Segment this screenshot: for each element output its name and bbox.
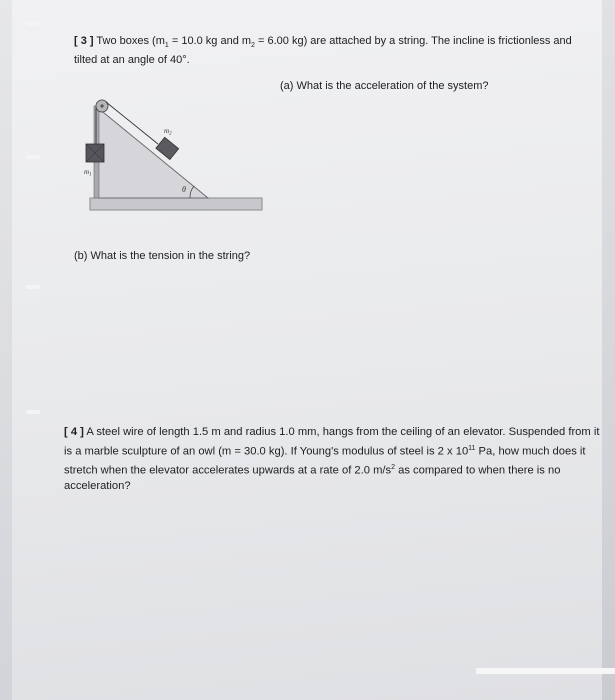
problem-3-number: [ 3 ]	[74, 35, 94, 47]
pulley-axle	[100, 104, 103, 107]
problem-3-part-b: (b) What is the tension in the string?	[74, 250, 251, 262]
box-m2	[156, 137, 179, 159]
problem-4-statement	[64, 425, 604, 494]
m2-subscript: 2	[251, 42, 255, 50]
incline-wedge	[98, 108, 208, 198]
worksheet-page	[12, 0, 602, 700]
problem-4-text-1: A steel wire of length 1.5 m and radius 1.0 mm, hangs from the ceiling of an elevator. Suspended from it is a marble sculpture of an owl (m = 30.0 kg). If Young's modulus of steel is 2 x 10	[64, 426, 600, 458]
problem-3-m1-value: = 10.0 kg and m	[168, 35, 252, 47]
exponent-2: 2	[391, 463, 395, 471]
incline-pulley-diagram	[84, 92, 265, 217]
problem-4-text-3: as compared to when there is no acceleration?	[64, 464, 561, 492]
binder-mark	[26, 285, 40, 289]
exponent-11: 11	[468, 444, 476, 452]
label-m2: $m_2$	[164, 127, 172, 137]
problem-3-statement	[74, 34, 584, 68]
binder-mark	[26, 22, 40, 26]
label-m1: $m_1$	[84, 168, 92, 178]
problem-3-m2-value: = 6.00 kg) are attached by a string. The incline is frictionless and tilted at an angle of 40°.	[74, 35, 572, 67]
problem-3-intro: Two boxes (m	[96, 35, 165, 47]
problem-4-text-2: Pa, how much does it stretch when the elevator accelerates upwards at a rate of 2.0 m/s	[64, 445, 586, 477]
binder-mark	[26, 410, 40, 414]
binder-mark	[26, 155, 40, 159]
problem-3-part-a: (a) What is the acceleration of the system?	[280, 80, 489, 92]
ground-surface	[90, 198, 262, 210]
problem-4-number: [ 4 ]	[64, 426, 84, 438]
m1-subscript: 1	[164, 42, 169, 50]
screen-glare-bar	[476, 668, 615, 674]
label-theta: θ	[182, 185, 186, 194]
